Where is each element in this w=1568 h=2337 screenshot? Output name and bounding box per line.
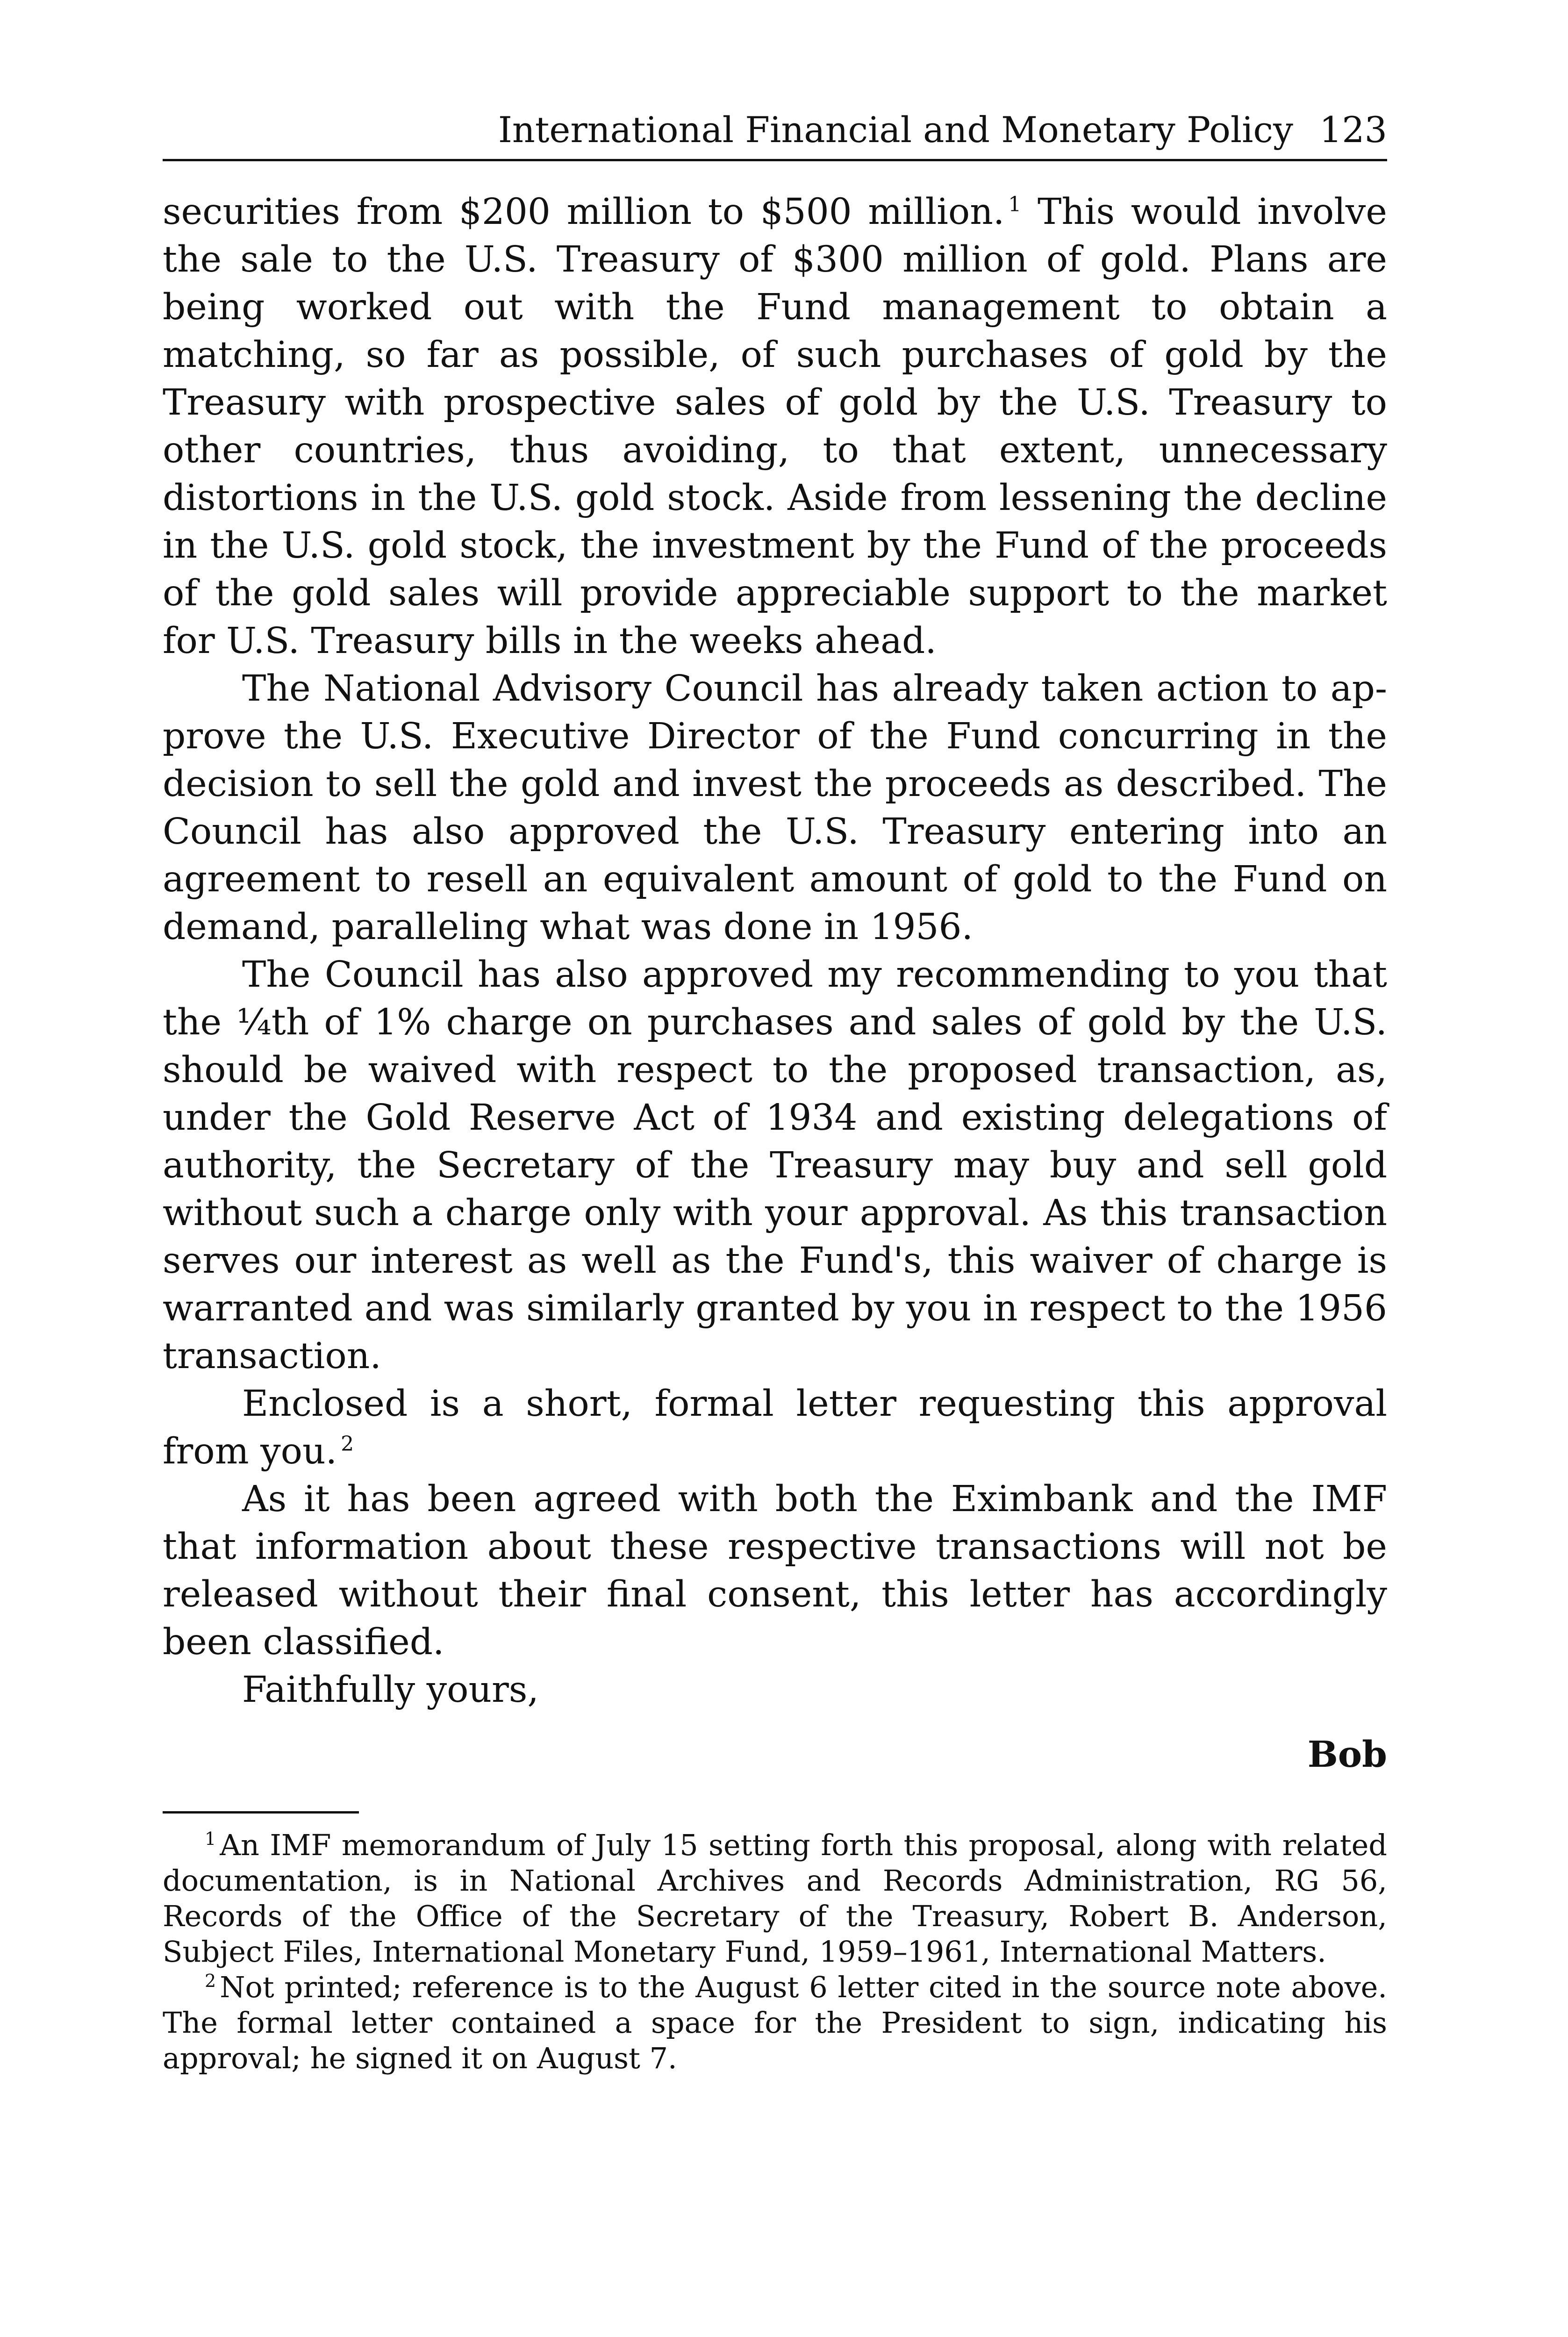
paragraph-2: The National Advisory Council has already taken action to approve the U.S. Executive Director of the Fund concurring in the decision to sell the gold and invest the proceeds as described. The Council has also approved the U.S. Treasury entering into an agreement to resell an equivalent amount of gold to the Fund on demand, paralleling what was done in 1956. <box>163 668 1387 948</box>
closing-line: Faithfully yours, <box>242 1669 539 1711</box>
letter-body <box>163 188 1387 1714</box>
paragraph-1 <box>163 188 1387 665</box>
paragraph-4 <box>163 1380 1387 1476</box>
footnote-1-text: An IMF memorandum of July 15 setting forth this proposal, along with related documentation, is in National Archives and Records Administration, RG 56, Records of the Office of the Secretary of the Treasury, Robert B. Anderson, Subject Files, International Monetary Fund, 1959–1961, International Matters. <box>163 1828 1387 1969</box>
footnote-ref-1: 1 <box>1008 193 1022 217</box>
footnote-1-marker: 1 <box>205 1828 216 1850</box>
paragraph-3: The Council has also approved my recommending to you that the ¼th of 1% charge on purchases and sales of gold by the U.S. should be waived with respect to the proposed transaction, as, under the Gold Reserve Act of 1934 and existing delegations of authority, the Secretary of the Treasury may buy and sell gold without such a charge only with your approval. As this transaction serves our interest as well as the Fund's, this waiver of charge is warranted and was similarly granted by you in respect to the 1956 transaction. <box>163 954 1387 1377</box>
footnote-divider <box>163 1811 359 1814</box>
paragraph-4-text: Enclosed is a short, formal letter requesting this approval from you. <box>163 1383 1387 1472</box>
running-head <box>163 109 1387 161</box>
signature: Bob <box>1307 1734 1387 1776</box>
paragraph-1-text-a: securities from $200 million to $500 million. <box>163 191 1005 233</box>
document-page <box>163 109 1387 2076</box>
page-number: 123 <box>1319 109 1387 151</box>
footnote-2-marker: 2 <box>205 1971 216 1992</box>
footnote-1 <box>163 1828 1387 1970</box>
paragraph-5: As it has been agreed with both the Eximbank and the IMF that information about these respective transactions will not be released without their final consent, this letter has accordingly been classified. <box>163 1478 1387 1663</box>
paragraph-1-text-b: This would involve the sale to the U.S. Treasury of $300 million of gold. Plans are being worked out with the Fund management to obtain a matching, so far as possible, of such purchases of gold by the Treasury with prospective sales of gold by the U.S. Treasury to other countries, thus avoiding, to that extent, unnecessary distortions in the U.S. gold stock. Aside from lessening the decline in the U.S. gold stock, the investment by the Fund of the proceeds of the gold sales will provide appreciable support to the market for U.S. Treasury bills in the weeks ahead. <box>163 191 1387 662</box>
footnote-2-text: Not printed; reference is to the August 6 letter cited in the source note above. The formal letter contained a space for the President to sign, indicating his approval; he signed it on August 7. <box>163 1970 1387 2075</box>
footnote-ref-2: 2 <box>341 1432 354 1456</box>
footnotes <box>163 1828 1387 2076</box>
running-head-title: International Financial and Monetary Policy <box>498 109 1293 151</box>
footnote-2 <box>163 1970 1387 2076</box>
